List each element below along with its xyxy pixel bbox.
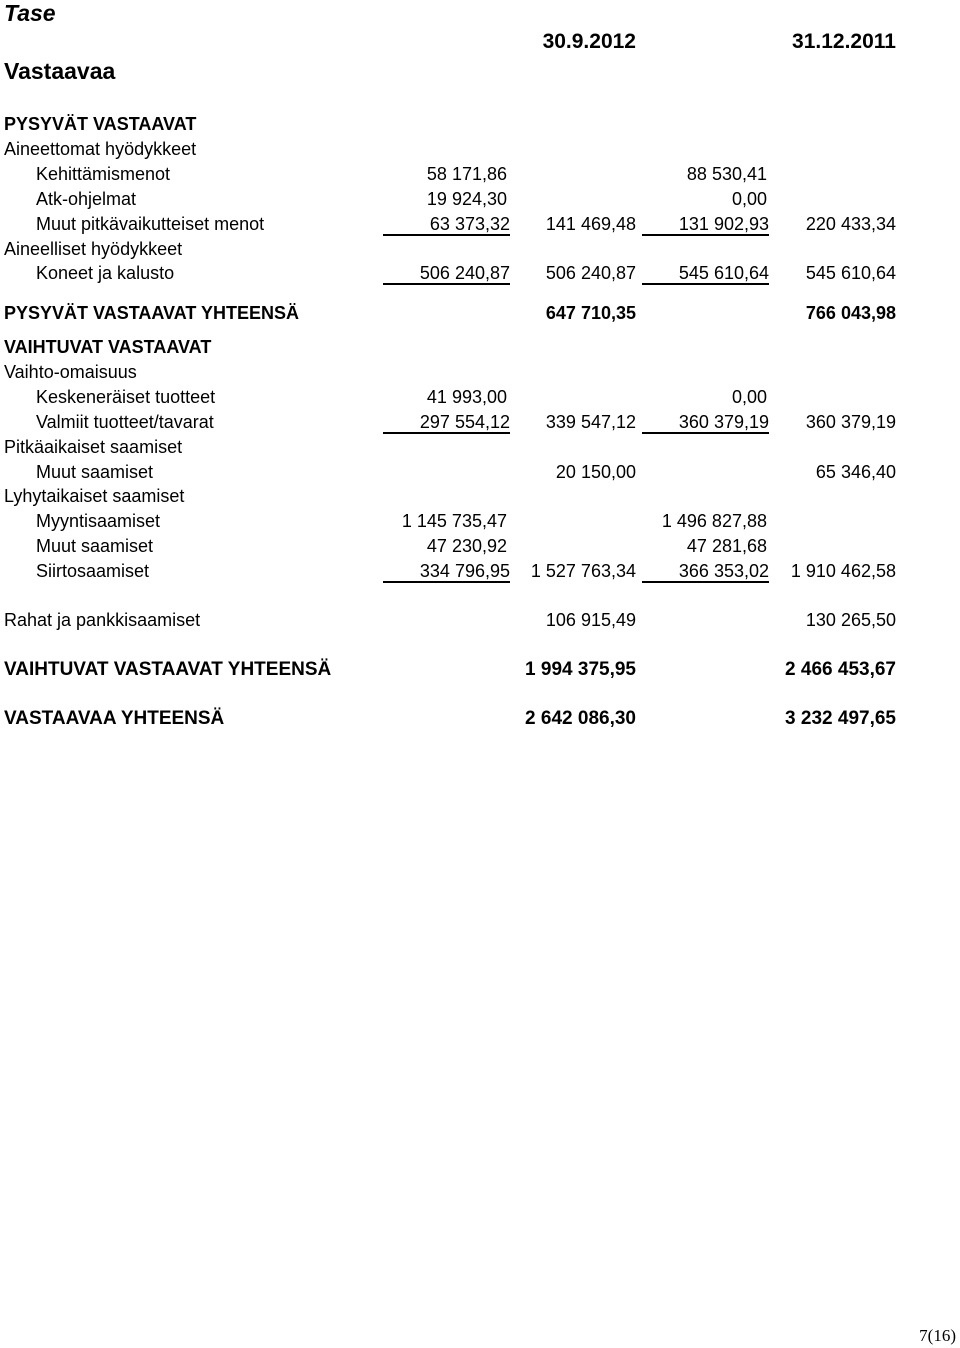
table-row (0, 658, 960, 682)
row-label: VAIHTUVAT VASTAAVAT (4, 337, 212, 357)
row-value-c2: 106 915,49 (545, 610, 636, 630)
row-value-c4: 1 910 462,58 (790, 561, 896, 581)
row-label: Valmiit tuotteet/tavarat (36, 412, 214, 432)
row-label: Vaihto-omaisuus (4, 362, 137, 382)
row-value-c2: 647 710,35 (545, 303, 636, 323)
table-row (0, 534, 960, 558)
row-value-c4: 766 043,98 (805, 303, 896, 323)
row-label: Muut saamiset (36, 536, 154, 556)
table-row (0, 137, 960, 161)
row-value-c4: 360 379,19 (805, 412, 896, 432)
table-row (0, 608, 960, 632)
table-row (0, 410, 960, 434)
row-value-c1: 47 230,92 (426, 536, 507, 556)
row-label: Siirtosaamiset (36, 561, 150, 581)
row-value-c3: 366 353,02 (642, 559, 769, 583)
row-value-c1: 297 554,12 (383, 410, 510, 434)
row-value-c2: 1 994 375,95 (525, 659, 636, 680)
row-value-c2: 2 642 086,30 (525, 708, 636, 729)
row-label: Aineettomat hyödykkeet (4, 139, 197, 159)
row-value-c2: 141 469,48 (545, 214, 636, 234)
table-row (0, 212, 960, 236)
row-label: Aineelliset hyödykkeet (4, 239, 183, 259)
table-row (0, 162, 960, 186)
table-row (0, 509, 960, 533)
row-value-c4: 2 466 453,67 (785, 659, 896, 680)
row-label: Muut pitkävaikutteiset menot (36, 214, 265, 234)
table-row (0, 707, 960, 731)
row-value-c2: 20 150,00 (555, 462, 636, 482)
row-value-c3: 0,00 (731, 387, 767, 407)
table-row (0, 261, 960, 285)
table-row (0, 187, 960, 211)
row-value-c1: 1 145 735,47 (401, 511, 507, 531)
row-label: VAIHTUVAT VASTAAVAT YHTEENSÄ (4, 659, 332, 680)
row-value-c3: 1 496 827,88 (661, 511, 767, 531)
row-value-c4: 65 346,40 (815, 462, 896, 482)
row-value-c4: 220 433,34 (805, 214, 896, 234)
table-row (0, 360, 960, 384)
row-label: PYSYVÄT VASTAAVAT (4, 114, 197, 134)
row-value-c1: 19 924,30 (426, 189, 507, 209)
row-label: Myyntisaamiset (36, 511, 161, 531)
row-label: Lyhytaikaiset saamiset (4, 486, 185, 506)
row-value-c3: 545 610,64 (642, 261, 769, 285)
row-value-c3: 131 902,93 (642, 212, 769, 236)
row-value-c1: 63 373,32 (383, 212, 510, 236)
table-row (0, 460, 960, 484)
row-label: VASTAAVAA YHTEENSÄ (4, 708, 225, 729)
row-value-c1: 334 796,95 (383, 559, 510, 583)
row-value-c1: 58 171,86 (426, 164, 507, 184)
row-value-c2: 339 547,12 (545, 412, 636, 432)
table-row (0, 237, 960, 261)
row-value-c3: 88 530,41 (686, 164, 767, 184)
row-label: Muut saamiset (36, 462, 154, 482)
row-value-c4: 3 232 497,65 (785, 708, 896, 729)
table-row (0, 301, 960, 325)
column-header-2011: 31.12.2011 (792, 30, 896, 53)
section-title: Vastaavaa (4, 58, 116, 84)
row-value-c3: 47 281,68 (686, 536, 767, 556)
row-value-c4: 545 610,64 (805, 263, 896, 283)
column-header-2012: 30.9.2012 (542, 30, 636, 53)
row-value-c2: 1 527 763,34 (530, 561, 636, 581)
row-label: PYSYVÄT VASTAAVAT YHTEENSÄ (4, 303, 300, 323)
table-row (0, 559, 960, 583)
row-value-c2: 506 240,87 (545, 263, 636, 283)
row-value-c3: 360 379,19 (642, 410, 769, 434)
page-number: 7(16) (919, 1326, 956, 1345)
table-row (0, 335, 960, 359)
row-label: Kehittämismenot (36, 164, 171, 184)
row-value-c1: 506 240,87 (383, 261, 510, 285)
row-label: Pitkäaikaiset saamiset (4, 437, 183, 457)
row-label: Keskeneräiset tuotteet (36, 387, 216, 407)
document-title: Tase (4, 0, 56, 26)
row-value-c1: 41 993,00 (426, 387, 507, 407)
table-row (0, 435, 960, 459)
table-row (0, 484, 960, 508)
row-label: Koneet ja kalusto (36, 263, 175, 283)
row-value-c4: 130 265,50 (805, 610, 896, 630)
table-row (0, 385, 960, 409)
table-row (0, 112, 960, 136)
row-label: Rahat ja pankkisaamiset (4, 610, 201, 630)
row-label: Atk-ohjelmat (36, 189, 137, 209)
row-value-c3: 0,00 (731, 189, 767, 209)
